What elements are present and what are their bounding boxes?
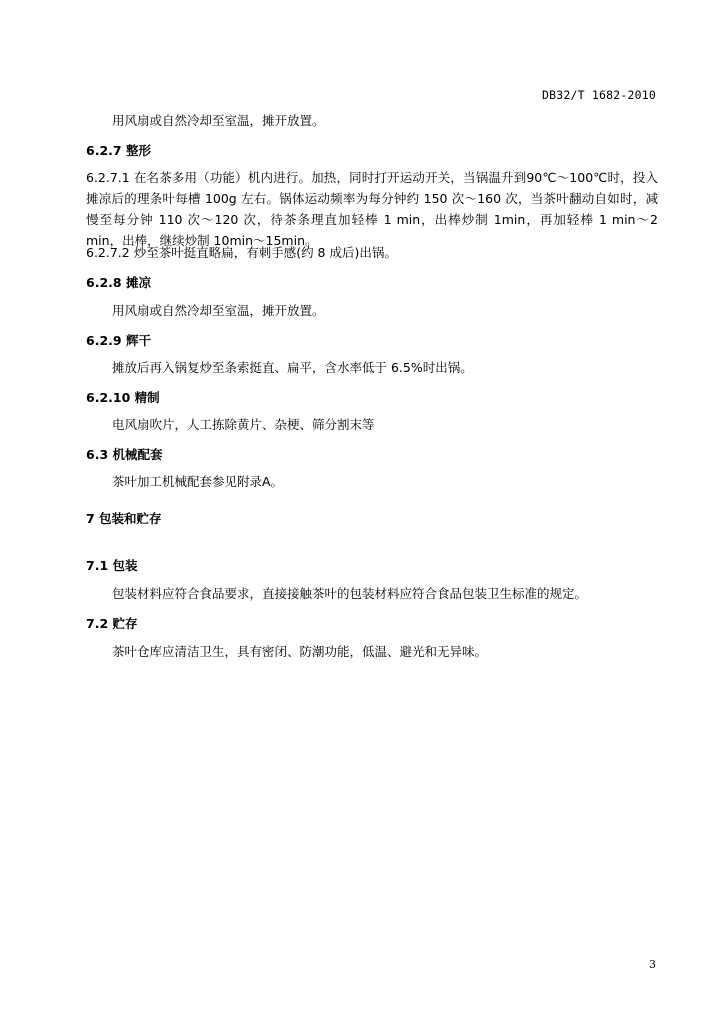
heading-7: 7 包装和贮存 [86, 511, 162, 526]
heading-6-2-9: 6.2.9 辉干 [86, 333, 151, 348]
heading-6-3: 6.3 机械配套 [86, 447, 163, 462]
heading-6-2-8: 6.2.8 摊凉 [86, 275, 151, 290]
heading-6-2-10: 6.2.10 精制 [86, 390, 160, 405]
paragraph-6-2-7-1: 6.2.7.1 在名茶多用（功能）机内进行。加热，同时打开运动开关，当锅温升到90℃～100℃时，投入摊凉后的理条叶每槽 100g 左右。锅体运动频率为每分钟约 150 次～160 次，当茶叶翻动自如时，减慢至每分钟 110 次～120 次，待茶条理直加轻棒 1 min，出棒炒制 1min，再加轻棒 1 min～2 min，出棒，继续炒制 10min～15min。 [86, 170, 658, 248]
paragraph-cooling-1: 用风扇或自然冷却至室温，摊开放置。 [112, 113, 325, 128]
paragraph-7-1: 包装材料应符合食品要求，直接接触茶叶的包装材料应符合食品包装卫生标准的规定。 [112, 586, 588, 601]
paragraph-7-2: 茶叶仓库应清洁卫生，具有密闭、防潮功能，低温、避光和无异味。 [112, 644, 488, 659]
paragraph-6-2-7-2: 6.2.7.2 炒至茶叶挺直略扁，有刺手感(约 8 成后)出锅。 [86, 245, 397, 260]
paragraph-6-3: 茶叶加工机械配套参见附录A。 [112, 474, 284, 489]
standard-code: DB32/T 1682-2010 [542, 88, 656, 102]
page-number: 3 [649, 958, 656, 971]
paragraph-6-2-10: 电风扇吹片，人工拣除黄片、杂梗、筛分割末等 [112, 417, 375, 432]
heading-7-2: 7.2 贮存 [86, 616, 138, 631]
paragraph-cooling-2: 用风扇或自然冷却至室温，摊开放置。 [112, 303, 325, 318]
heading-7-1: 7.1 包装 [86, 558, 138, 573]
paragraph-6-2-9: 摊放后再入锅复炒至条索挺直、扁平，含水率低于 6.5%时出锅。 [112, 360, 473, 375]
heading-6-2-7: 6.2.7 整形 [86, 143, 151, 158]
